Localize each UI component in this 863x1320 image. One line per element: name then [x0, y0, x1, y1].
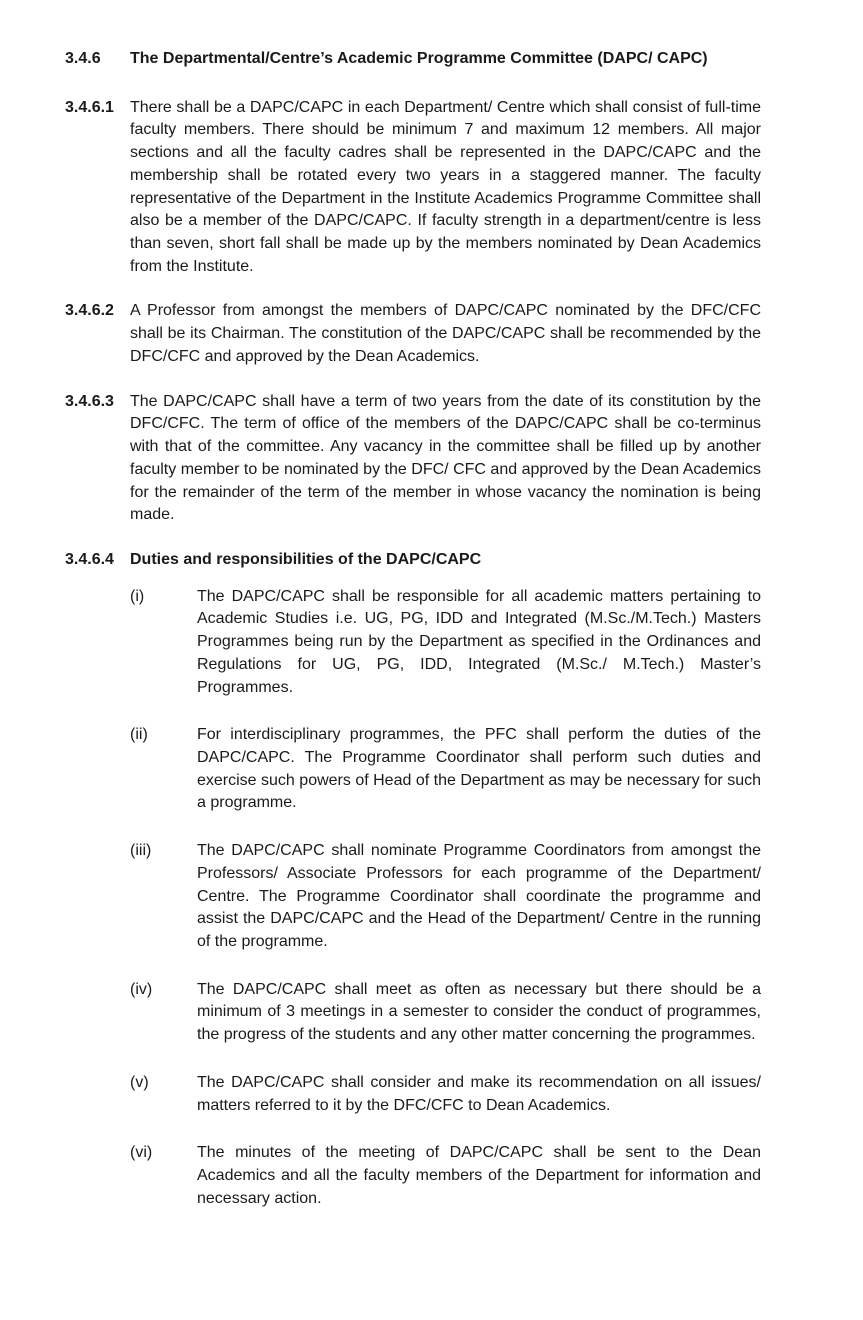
duty-item-iv	[130, 979, 761, 1047]
duty-item-iii	[130, 840, 761, 954]
section-heading	[65, 48, 761, 71]
duty-item-ii	[130, 724, 761, 815]
duty-label: (v)	[130, 1073, 149, 1091]
duty-item-i	[130, 586, 761, 700]
duty-text: The minutes of the meeting of DAPC/CAPC shall be sent to the Dean Academics and all the faculty members of the Department for information and necessary action.	[197, 1144, 761, 1207]
section-heading-text: The Departmental/Centre’s Academic Programme Committee (DAPC/ CAPC)	[130, 50, 708, 67]
duty-text: The DAPC/CAPC shall consider and make its recommendation on all issues/ matters referred to it by the DFC/CFC to Dean Academics.	[197, 1073, 761, 1114]
duty-label: (i)	[130, 587, 145, 605]
duty-label: (iv)	[130, 980, 153, 998]
clause-text: There shall be a DAPC/CAPC in each Department/ Centre which shall consist of full-time faculty members. There should be minimum 7 and maximum 12 members. All major sections and all the faculty cadres shall be represented in the DAPC/CAPC and the membership shall be rotated every two years in a staggered manner. The faculty representative of the Department in the Institute Academics Programme Committee shall also be a member of the DAPC/CAPC. If faculty strength in a department/centre is less than seven, short fall shall be made up by the members nominated by Dean Academics from the Institute.	[130, 98, 761, 275]
duty-text: The DAPC/CAPC shall meet as often as necessary but there should be a minimum of 3 meetings in a semester to consider the conduct of programmes, the progress of the students and any other matter concerning the programmes.	[197, 980, 761, 1044]
clause-3-4-6-4	[65, 549, 761, 572]
clause-number: 3.4.6.2	[65, 302, 114, 320]
clause-3-4-6-3	[65, 391, 761, 527]
duty-label: (vi)	[130, 1144, 153, 1162]
duty-text: The DAPC/CAPC shall be responsible for all academic matters pertaining to Academic Studies i.e. UG, PG, IDD and Integrated (M.Sc./M.Tech.) Masters Programmes being run by the Department as specified in the Ordinances and Regulations for UG, PG, IDD, Integrated (M.Sc./ M.Tech.) Master’s Programmes.	[197, 587, 761, 696]
duty-label: (ii)	[130, 726, 148, 744]
clause-3-4-6-2	[65, 300, 761, 368]
clause-number: 3.4.6.3	[65, 392, 114, 410]
clause-number: 3.4.6.1	[65, 98, 114, 116]
clause-text: The DAPC/CAPC shall have a term of two years from the date of its constitution by the DFC/CFC. The term of office of the members of the DAPC/CAPC shall be co-terminus with that of the committee. Any vacancy in the committee shall be filled up by another faculty member to be nominated by the DFC/ CFC and approved by the Dean Academics for the remainder of the term of the member in whose vacancy the nomination is being made.	[130, 392, 761, 524]
duty-item-vi	[130, 1142, 761, 1210]
duties-list	[130, 586, 761, 1211]
clause-3-4-6-1	[65, 97, 761, 279]
duty-item-v	[130, 1072, 761, 1117]
section-number: 3.4.6	[65, 50, 101, 67]
clause-number: 3.4.6.4	[65, 550, 114, 568]
duty-text: For interdisciplinary programmes, the PFC shall perform the duties of the DAPC/CAPC. The Programme Coordinator shall perform such duties and exercise such powers of Head of the Department as may be necessary for such a programme.	[197, 726, 761, 812]
duty-label: (iii)	[130, 842, 152, 860]
clause-heading-text: Duties and responsibilities of the DAPC/CAPC	[130, 550, 482, 568]
duty-text: The DAPC/CAPC shall nominate Programme Coordinators from amongst the Professors/ Associate Professors for each programme of the Department/ Centre. The Programme Coordinator shall coordinate the programme and assist the DAPC/CAPC and the Head of the Department/ Centre in the running of the programme.	[197, 842, 761, 950]
clause-text: A Professor from amongst the members of DAPC/CAPC nominated by the DFC/CFC shall be its Chairman. The constitution of the DAPC/CAPC shall be recommended by the DFC/CFC and approved by the Dean Academics.	[130, 302, 761, 365]
